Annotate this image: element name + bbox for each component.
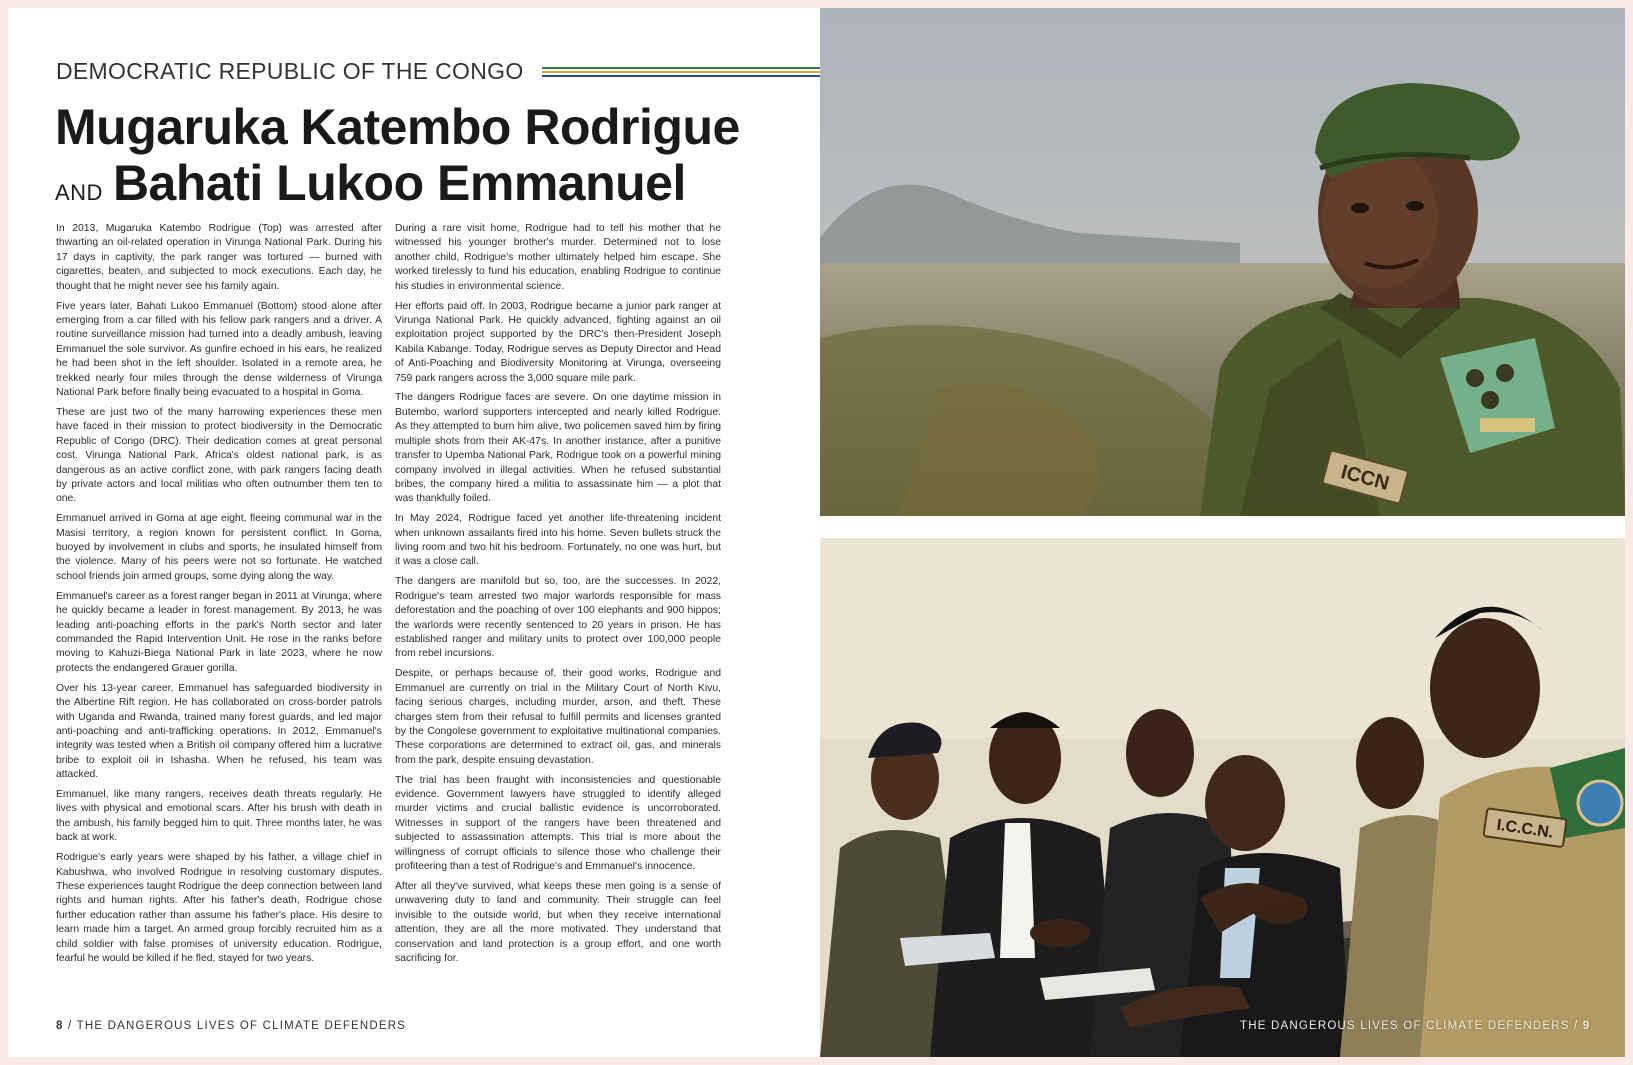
body-column-1 (56, 222, 382, 972)
footer-left (56, 1020, 406, 1032)
courtroom-illustration (820, 538, 1625, 1057)
footer-title-right: THE DANGEROUS LIVES OF CLIMATE DEFENDERS (1240, 1020, 1570, 1032)
headline-and: AND (55, 180, 103, 205)
footer-separator: / (1569, 1020, 1583, 1032)
paragraph: These are just two of the many harrowing experiences these men have faced in their mission to protect biodiversity in the Democratic Republic of Congo (DRC). Their dedication comes at great personal cost. Virunga National Park, Africa's oldest national park, is as dangerous as an active conflict zone, with park rangers facing death by private actors and local militias who often outnumber them ten to one. (56, 406, 382, 505)
paragraph: Emmanuel's career as a forest ranger began in 2011 at Virunga, where he quickly became a leader in forest management. By 2013, he was leading anti-poaching efforts in the park's North sector and later commanded the Rapid Intervention Unit. He rose in the ranks before moving to Kahuzi-Biega National Park in late 2023, where he now protects the endangered Grauer gorilla. (56, 590, 382, 674)
paragraph: The dangers Rodrigue faces are severe. On one daytime mission in Butembo, warlord supporters intercepted and nearly killed Rodrigue. As they attempted to burn him alive, two policemen saved him by firing multiple shots from their AK-47s. In another instance, after a punitive transfer to Upemba National Park, Rodrigue took on a powerful mining company involved in illegal activities. When he refused substantial bribes, the company hired a militia to assassinate him — a plot that was thankfully foiled. (395, 392, 721, 505)
rule-blue-line (542, 75, 820, 77)
footer-title-left: THE DANGEROUS LIVES OF CLIMATE DEFENDERS (76, 1020, 407, 1032)
paragraph: The trial has been fraught with inconsistencies and questionable evidence. Government lawyers have struggled to identify alleged murder victims and crucial ballistic evidence is uncorroborated. Witnesses in support of the rangers have been threatened and subjected to assassination attempts. This trial is more about the willingness of corrupt officials to silence those who challenge their profiteering than a test of Rodrigue's and Emmanuel's innocence. (395, 774, 721, 873)
magazine-spread (8, 8, 1625, 1057)
left-page (8, 8, 820, 1057)
paragraph: Her efforts paid off. In 2003, Rodrigue became a junior park ranger at Virunga National Park. He quickly advanced, fighting against an oil exploitation project supported by the DRC's then-President Joseph Kabila Kabange. Today, Rodrigue serves as Deputy Director and Head of Anti-Poaching and Biodiversity Monitoring at Virunga, overseeing 759 park rangers across the 3,000 square mile park. (395, 300, 721, 384)
footer-separator: / (63, 1020, 77, 1032)
paragraph: Emmanuel, like many rangers, receives death threats regularly. He lives with physical and emotional scars. After his brush with death in the ambush, his family begged him to quit. Three months later, he was back at work. (56, 789, 382, 844)
paragraph: Five years later, Bahati Lukoo Emmanuel (Bottom) stood alone after emerging from a car filled with his fellow park rangers and a driver. A routine surveillance mission had turned into a deadly ambush, leaving Emmanuel the sole survivor. As gunfire echoed in his ears, he realized he had been shot in the left shoulder. Isolated in a remote area, he trekked nearly four miles through the dense wilderness of Virunga National Park before finally being evacuated to a hospital in Goma. (56, 300, 382, 398)
paragraph: The dangers are manifold but so, too, are the successes. In 2022, Rodrigue's team arrested two major warlords responsible for mass deforestation and the poaching of over 100 elephants and 900 hippos; the warlords were recently sentenced to 20 years in prison. He has established ranger and military units to protect over 100,000 people from rebel incursions. (395, 576, 721, 660)
headline-name-2: Bahati Lukoo Emmanuel (112, 155, 686, 211)
headline-name-1: Mugaruka Katembo Rodrigue (55, 99, 740, 155)
paragraph: Over his 13-year career, Emmanuel has safeguarded biodiversity in the Albertine Rift region. He has collaborated on cross-border patrols with Uganda and Rwanda, trained many forest guards, and led major anti-poaching and anti-trafficking operations. In 2012, Emmanuel's integrity was tested when a British oil company offered him a lucrative bribe to exploit oil in Ishasha. When he refused, his team was attacked. (56, 682, 382, 781)
rule-green-line (542, 67, 820, 69)
body-column-2 (395, 222, 721, 972)
photo-ranger-portrait (820, 8, 1625, 516)
photo-courtroom-trial (820, 538, 1625, 1057)
page-number-right: 9 (1582, 1020, 1591, 1032)
paragraph: Despite, or perhaps because of, their good works, Rodrigue and Emmanuel are currently on trial in the Military Court of North Kivu, facing serious charges, including murder, arson, and theft. These charges stem from their refusal to fulfill permits and licenses granted by the Congolese government to exploitative multinational companies. These corporations are determined to extract oil, gas, and minerals from the park, despite ensuing devastation. (395, 668, 721, 766)
paragraph: In May 2024, Rodrigue faced yet another life-threatening incident when unknown assailants fired into his home. Seven bullets struck the living room and two hit his bedroom. Fortunately, no one was hurt, but it was a close call. (395, 513, 721, 568)
paragraph: After all they've survived, what keeps these men going is a sense of unwavering duty to land and community. Their struggle can feel invisible to the outside world, but when they receive international attention, they are all the more motivated. They understand that conservation and land protection is a group effort, and one worth sacrificing for. (395, 880, 721, 964)
ranger-portrait-illustration (820, 8, 1625, 516)
paragraph: Rodrigue's early years were shaped by his father, a village chief in Kabushwa, who involved Rodrigue in resolving customary disputes. These experiences taught Rodrigue the deep connection between land rights and human rights. After his father's death, Rodrigue chose further education rather than assume his father's place. His desire to learn made him a target. An armed group forcibly recruited him as a child soldier with false promises of university education. Rodrigue, fearful he would be killed if he fled, stayed for two years. (56, 852, 382, 964)
rule-gold-line (542, 71, 820, 73)
ranger-patch-text: ICCN (1338, 461, 1392, 495)
kicker-row (56, 58, 820, 85)
footer-right (1240, 1020, 1590, 1032)
tricolor-rule (542, 67, 820, 77)
paragraph: Emmanuel arrived in Goma at age eight, fleeing communal war in the Masisi territory, a region known for persistent conflict. In Goma, buoyed by involvement in clubs and sports, he insulated himself from the violence. Many of his peers were not so fortunate. He watched school friends join armed groups, some dying along the way. (56, 513, 382, 582)
paragraph: In 2013, Mugaruka Katembo Rodrigue (Top) was arrested after thwarting an oil-related operation in Virunga National Park. During his 17 days in captivity, the park ranger was tortured — burned with cigarettes, beaten, and subjected to mock executions. Each day, he thought that he might never see his family again. (56, 223, 382, 292)
ranger-patch-text-2: I.C.C.N. (1495, 816, 1555, 842)
country-kicker: DEMOCRATIC REPUBLIC OF THE CONGO (56, 58, 524, 84)
paragraph: During a rare visit home, Rodrigue had to tell his mother that he witnessed his younger brother's murder. Determined not to lose another child, Rodrigue's mother ultimately helped him escape. She worked tirelessly to fund his education, enabling Rodrigue to continue his studies in environmental science. (395, 223, 721, 292)
page-number-left: 8 (56, 1020, 64, 1032)
headline-line-2 (55, 154, 686, 212)
